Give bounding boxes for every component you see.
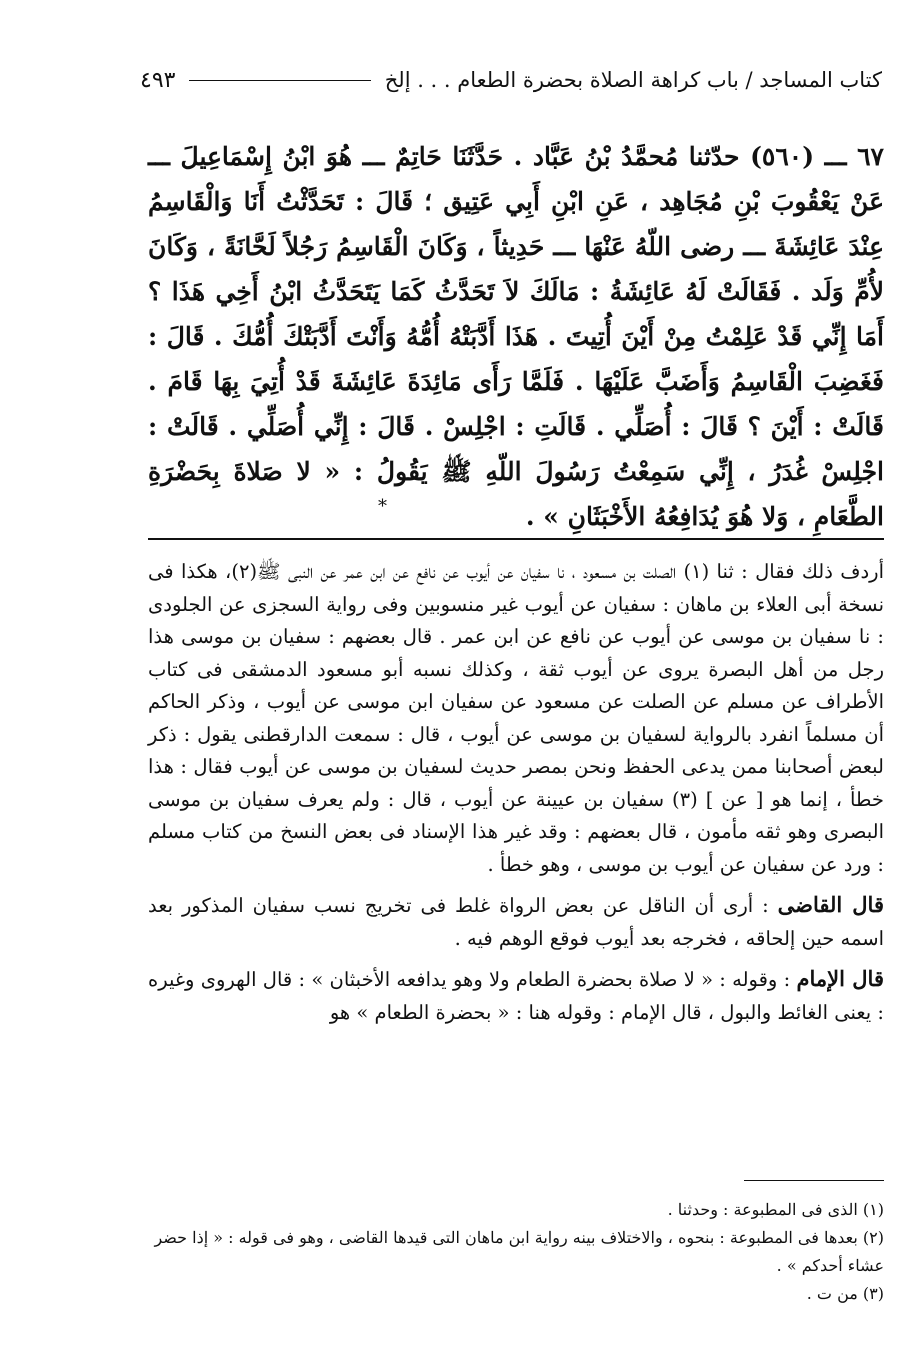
- commentary-block: [148, 556, 884, 1037]
- footnote: (٢) بعدها فى المطبوعة : بنحوه ، والاختلاف بينه رواية ابن ماهان التى قيدها القاضى ، وهو فى قوله : « إذا حضر عشاء أحدكم » .: [154, 1228, 884, 1275]
- commentary-text: : أرى أن الناقل عن بعض الرواة غلط فى تخريج نسب سفيان المذكور بعد اسمه حين إلحاقه ، فخرجه بعد أيوب فوقع الوهم فيه .: [148, 894, 884, 950]
- footnote: (٣) من ت .: [806, 1284, 884, 1303]
- page-number: ٤٩٣: [140, 67, 176, 93]
- footnote-rule: [744, 1180, 884, 1181]
- chapter-title: كتاب المساجد / باب كراهة الصلاة بحضرة الطعام . . . إلخ: [384, 68, 882, 92]
- commentary-paragraph: [148, 556, 884, 881]
- commentary-paragraph: [148, 889, 884, 955]
- hadith-number: ٦٧ ـــ (٥٦٠): [750, 142, 884, 171]
- hadith-text-block: [148, 134, 884, 534]
- star-mark: *: [378, 496, 387, 517]
- hadith-text: حدّثنا مُحمَّدُ بْنُ عَبَّاد . حَدَّثَنَا حَاتِمٌ ـــ هُوَ ابْنُ إِسْمَاعِيلَ ـــ عَنْ يَعْقُوبَ بْنِ مُجَاهِد ، عَنِ ابْنِ أَبِي عَتِيق ؛ قَالَ : تَحَدَّثْتُ أَنَا وَالْقَاسِمُ عِنْدَ عَائِشَةَ ـــ رضى اللّهُ عَنْهَا ـــ حَدِيثاً ، وَكَانَ الْقَاسِمُ رَجُلاً لَحَّانَةً ، وَكَانَ لأُمِّ وَلَد . فَقَالَتْ لَهُ عَائِشَةُ : مَالَكَ لاَ تَحَدَّثُ كَمَا يَتَحَدَّثُ ابْنُ أَخِي هَذَا ؟ أَمَا إِنِّي قَدْ عَلِمْتُ مِنْ أَيْنَ أُتِيتَ . هَذَا أَدَّبَتْهُ أُمُّهُ وَأَنْتَ أَدَّبَتْكَ أُمُّكَ . قَالَ : فَغَضِبَ الْقَاسِمُ وَأَضَبَّ عَلَيْهَا . فَلَمَّا رَأَى مَائِدَةَ عَائِشَةَ قَدْ أُتِيَ بِهَا قَامَ . قَالَتْ : أَيْنَ ؟ قَالَ : أُصَلِّي . قَالَتِ : اجْلِسْ . قَالَ : إِنِّي أُصَلِّي . قَالَتْ : اجْلِسْ غُدَرُ ، إِنِّي سَمِعْتُ رَسُولَ اللّهِ ﷺ يَقُولُ : « لا صَلاةَ بِحَضْرَةِ الطَّعَامِ ، وَلا هُوَ يُدَافِعُهُ الأَخْبَثَانِ » .: [148, 142, 884, 531]
- running-header: [140, 62, 882, 98]
- commentary-text: أردف ذلك فقال : ثنا (١) الصلت بن مسعود ، نا سفيان عن أيوب عن نافع عن ابن عمر عن النبى ﷺ(٢)، هكذا فى نسخة أبى العلاء بن ماهان : سفيان عن أيوب غير منسوبين وفى رواية السجزى عن الجلودى : نا سفيان بن موسى عن أيوب عن نافع عن ابن عمر . قال بعضهم : سفيان بن موسى هذا رجل من أهل البصرة يروى عن أيوب ثقة ، وكذلك نسبه أبو مسعود الدمشقى فى كتاب الأطراف عن مسلم عن الصلت عن مسعود عن سفيان ابن موسى عن أيوب ، وذكر الحاكم أن مسلماً انفرد بالرواية لسفيان بن موسى عن أيوب ، قال : سمعت الدارقطنى يقول : ذكر لبعض أصحابنا ممن يدعى الحفظ ونحن بمصر حديث لسفيان بن موسى عن أيوب فقال : هذا خطأ ، إنما هو [ عن ] (٣) سفيان بن عيينة عن أيوب ، قال : ولم يعرف سفيان بن موسى البصرى وهو ثقه مأمون ، قال بعضهم : وقد غير هذا الإسناد فى بعض النسخ من كتاب مسلم : ورد عن سفيان عن أيوب بن موسى ، وهو خطأ .: [148, 560, 884, 876]
- commentary-paragraph: [148, 963, 884, 1029]
- commentary-text: : وقوله : « لا صلاة بحضرة الطعام ولا وهو يدافعه الأخبثان » : قال الهروى وغيره : يعنى الغائط والبول ، قال الإمام : وقوله هنا : « بحضرة الطعام » هو: [148, 968, 884, 1024]
- section-divider: [148, 538, 884, 540]
- paragraph-lead: قال القاضى: [777, 892, 884, 917]
- footnote: (١) الذى فى المطبوعة : وحدثنا .: [667, 1200, 884, 1219]
- paragraph-lead: قال الإمام: [796, 966, 884, 991]
- footnotes: [148, 1196, 884, 1308]
- header-rule: [189, 80, 370, 81]
